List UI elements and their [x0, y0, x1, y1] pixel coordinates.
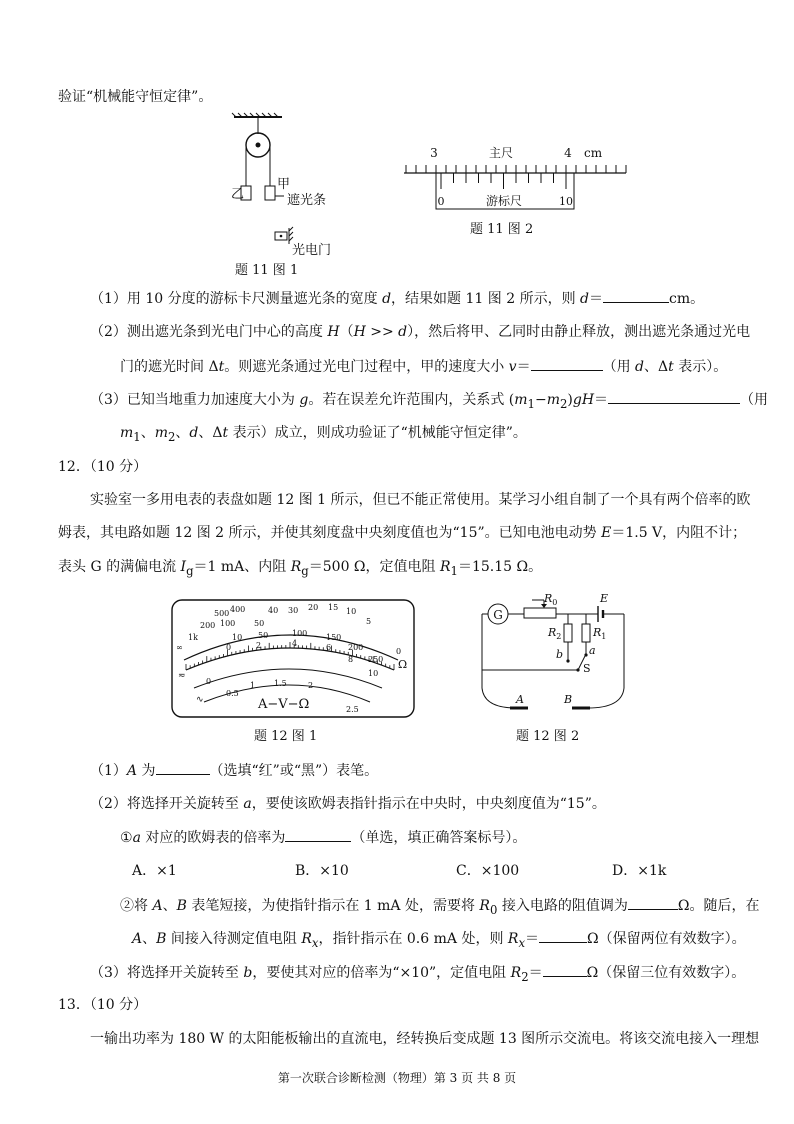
fig1-label-yi: 乙	[231, 187, 245, 202]
q11-part1: （1）用 10 分度的游标卡尺测量遮光条的宽度 d，结果如题 11 图 2 所示，则 d＝ cm。	[90, 288, 704, 309]
ac-symbol-icon: ∿	[196, 695, 204, 705]
probe-b-label: B	[564, 693, 573, 706]
r0-label: $R_0$	[544, 592, 558, 607]
q12-part3: （3）将选择开关旋转至 b，要使其对应的倍率为“×10”，定值电阻 $R_2= \Omega$（保留三位有效数字）。	[90, 962, 745, 987]
low-label-2: 2	[308, 681, 314, 690]
q12-option-b: B．×10	[295, 863, 349, 879]
mid2-label-2: 2	[256, 641, 262, 650]
ohm-label-40: 40	[268, 606, 279, 615]
low-label-0.5: 0.5	[226, 689, 239, 698]
r2-label: $R_2$	[548, 626, 562, 641]
galvanometer-label: G	[493, 608, 503, 622]
mid2-label-0: 0	[226, 643, 232, 652]
ohm-label-100: 100	[220, 619, 236, 628]
q12-stem-2: 姆表，其电路如题 12 图 2 所示，并使其刻度盘中央刻度值也为“15”。已知电池电动势 E＝1.5 V，内阻不计；	[58, 525, 747, 541]
mid-label-150: 150	[326, 633, 342, 642]
main-scale-label: 主尺	[488, 146, 514, 160]
q13-stem-1: 一输出功率为 180 W 的太阳能板输出的直流电，经转换后变成题 13 图所示交流电。将该交流电接入一理想	[90, 1031, 760, 1047]
vernier-zero: 0	[437, 195, 445, 208]
q12-stem-3: 表头 G 的满偏电流 $I_g=1$ mA、内阻 $R_g=500$ Ω，定值电阻 $R_1=15.15$ Ω。	[58, 559, 543, 578]
ohm-label-inf: ∞	[176, 643, 183, 652]
mid2-label-10: 10	[368, 669, 379, 678]
ohm-label-10: 10	[346, 607, 357, 616]
r1-label: $R_1$	[593, 626, 607, 641]
vernier-tick-3: 3	[430, 146, 438, 160]
ohm-label-30: 30	[288, 606, 299, 615]
multimeter-dial	[170, 598, 416, 720]
avo-label: A−V−Ω	[258, 697, 310, 712]
q12-option-a: A．×1	[132, 863, 177, 879]
ohm-label-500: 500	[214, 609, 230, 618]
ohm-label-20: 20	[308, 603, 319, 612]
fig1-label-gate: 光电门	[292, 243, 332, 258]
q12-part2-sub2-cont: A、B 间接入待测定值电阻 $R_x$，指针指示在 0.6 mA 处，则 $R_x= \Omega$（保留两位有效数字）。	[132, 928, 746, 953]
terminal-a-label: a	[589, 644, 596, 657]
vernier-tick-4: 4	[564, 146, 572, 160]
ohmmeter-circuit	[476, 590, 640, 716]
q11-part2: （2）测出遮光条到光电门中心的高度 H（H >> d），然后将甲、乙同时由静止释放，测出遮光条通过光电	[90, 324, 751, 340]
vernier-scale-label: 游标尺	[485, 194, 523, 208]
q13-number: 13．（10 分）	[58, 997, 148, 1013]
battery-label: E	[600, 592, 609, 605]
dc-symbol-icon: ≂	[178, 671, 186, 681]
mid-label-50: 50	[258, 631, 269, 640]
mid-label-100: 100	[292, 629, 308, 638]
q12-number: 12．（10 分）	[58, 459, 148, 475]
mid2-label-6: 6	[326, 643, 332, 652]
circuit-caption: 题 12 图 2	[516, 729, 580, 744]
q12-stem-1: 实验室一多用电表的表盘如题 12 图 1 所示，但已不能正常使用。某学习小组自制了一个具有两个倍率的欧	[90, 492, 751, 508]
ohm-label-50: 50	[254, 619, 265, 628]
fig1-label-jia: 甲	[277, 177, 291, 192]
low-label-0: 0	[206, 677, 212, 686]
q12-option-d: D．×1k	[612, 863, 667, 879]
q12-part1: （1）A 为 （选填“红”或“黑”）表笔。	[90, 760, 378, 781]
ohm-scale-symbol: Ω	[398, 658, 408, 671]
mid-label-250: 250	[368, 655, 384, 664]
low-label-1.5: 1.5	[274, 679, 287, 688]
q12-option-c: C．×100	[456, 863, 520, 879]
q11-part3: （3）已知当地重力加速度大小为 g。若在误差允许范围内，关系式 $(m_1-m_2)gH=$ （用	[90, 389, 768, 414]
ohm-label-200: 200	[200, 621, 216, 630]
vernier-unit: cm	[584, 146, 603, 160]
meter-caption: 题 12 图 1	[254, 729, 318, 744]
probe-a-label: A	[516, 693, 524, 706]
intro-line: 验证“机械能守恒定律”。	[58, 89, 213, 105]
q11-part3-cont: $m_1$、$m_2$、d、Δt 表示）成立，则成功验证了“机械能守恒定律”。	[120, 425, 527, 444]
mid-label-200: 200	[348, 643, 364, 652]
fig1-label-strip: 遮光条	[287, 193, 327, 208]
ohm-label-1k: 1k	[188, 633, 198, 642]
fig2-caption: 题 11 图 2	[470, 222, 534, 237]
mid-label-10: 10	[232, 633, 243, 642]
low-label-2.5: 2.5	[346, 705, 359, 714]
ohm-label-400: 400	[230, 605, 246, 614]
q12-part2-sub1: ①a 对应的欧姆表的倍率为 （单选，填正确答案标号）。	[120, 827, 526, 848]
ohm-label-15: 15	[328, 603, 339, 612]
fig1-caption: 题 11 图 1	[235, 263, 299, 278]
vernier-figure	[398, 143, 634, 215]
q12-part2: （2）将选择开关旋转至 a，要使该欧姆表指针指示在中央时，中央刻度值为“15”。	[90, 796, 606, 812]
terminal-b-label: b	[556, 648, 564, 661]
mid2-label-8: 8	[348, 655, 354, 664]
q11-part2-cont: 门的遮光时间 Δt。则遮光条通过光电门过程中，甲的速度大小 v＝ （用 d、Δt 表示）。	[120, 356, 727, 377]
low-label-1: 1	[250, 681, 256, 690]
page-footer: 第一次联合诊断检测（物理）第 3 页 共 8 页	[277, 1071, 517, 1085]
ohm-label-5: 5	[366, 617, 372, 626]
ohm-label-0: 0	[396, 647, 402, 656]
vernier-ten: 10	[559, 195, 573, 208]
mid2-label-4: 4	[292, 639, 298, 648]
q12-part2-sub2: ②将 A、B 表笔短接，为使指针指示在 1 mA 处，需要将 $R_0$ 接入电路的阻值调为 Ω。随后，在	[120, 895, 759, 920]
switch-label: S	[583, 662, 591, 675]
